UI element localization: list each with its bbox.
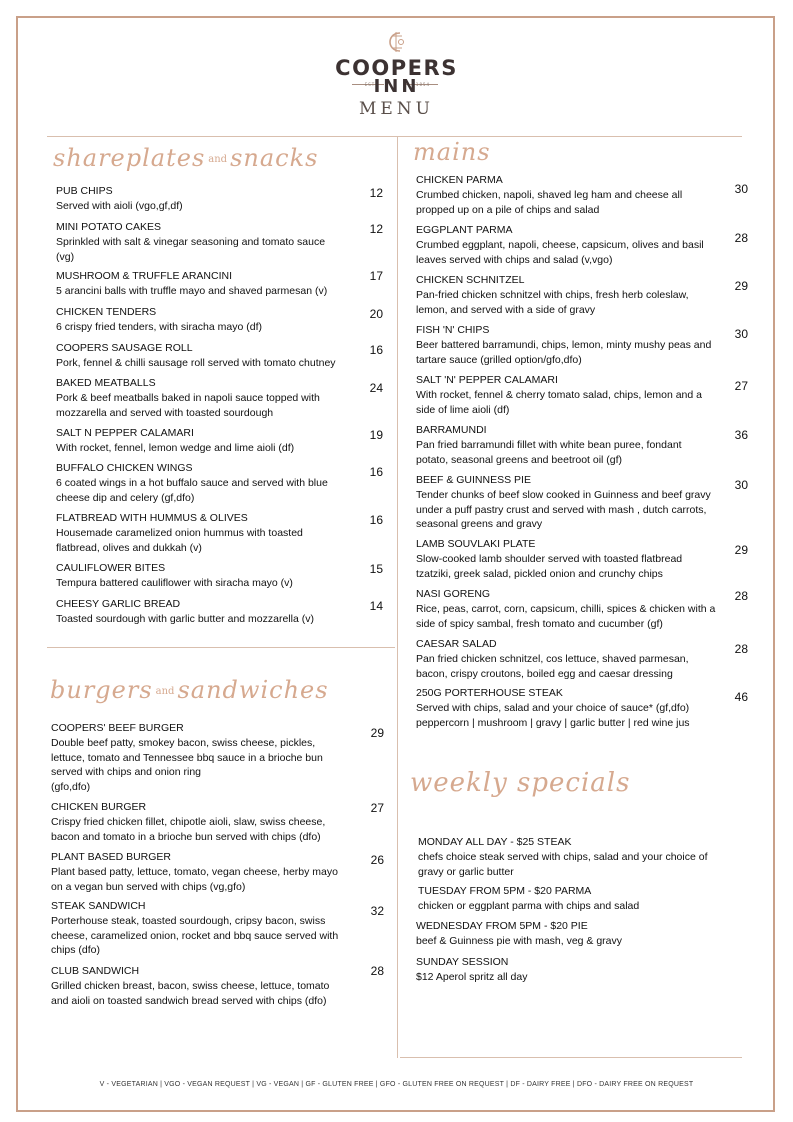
special-title: SUNDAY SESSION <box>416 956 509 968</box>
menu-item-description: 6 coated wings in a hot buffalo sauce and served with blue cheese dip and celery (gf,dfo) <box>56 477 328 504</box>
menu-item-price: 26 <box>370 853 384 867</box>
logo-monogram-icon <box>386 30 406 54</box>
menu-item-price: 16 <box>369 513 383 527</box>
heading-part: shareplates <box>53 144 206 172</box>
menu-item-description: Toasted sourdough with garlic butter and mozzarella (v) <box>56 613 314 625</box>
menu-item <box>416 373 716 417</box>
menu-item-description: Pan fried barramundi fillet with white bean puree, fondant potato, seasonal greens and beetroot oil (gf) <box>416 439 682 466</box>
heading-part: sandwiches <box>177 676 329 704</box>
menu-item-description: Pork & beef meatballs baked in napoli sauce topped with mozzarella and served with toasted sourdough <box>56 392 320 419</box>
menu-item-name: BUFFALO CHICKEN WINGS <box>56 462 193 474</box>
menu-item-price: 27 <box>734 379 748 393</box>
menu-item <box>416 537 716 581</box>
special-item <box>416 955 721 985</box>
menu-item <box>416 273 716 317</box>
menu-item-name: SALT N PEPPER CALAMARI <box>56 427 194 439</box>
menu-item-price: 12 <box>369 186 383 200</box>
menu-item-description: 5 arancini balls with truffle mayo and shaved parmesan (v) <box>56 285 328 297</box>
menu-item-name: SALT 'N' PEPPER CALAMARI <box>416 374 558 386</box>
column-divider <box>397 136 398 1058</box>
menu-item <box>56 341 346 371</box>
page-title: MENU <box>358 99 435 119</box>
menu-item-price: 36 <box>734 428 748 442</box>
menu-item <box>56 184 346 214</box>
menu-item-description: With rocket, fennel & cherry tomato salad, chips, lemon and a side of lime aioli (df) <box>416 389 702 416</box>
menu-item <box>56 511 346 555</box>
menu-item-name: BARRAMUNDI <box>416 424 487 436</box>
menu-item-price: 20 <box>369 307 383 321</box>
menu-item <box>56 597 346 627</box>
dietary-legend: V - VEGETARIAN | VGO - VEGAN REQUEST | VG - VEGAN | GF - GLUTEN FREE | GFO - GLUTEN FREE ON REQUEST | DF - DAIRY FREE | DFO - DAIRY FREE ON REQUEST <box>99 1081 694 1088</box>
menu-item-price: 27 <box>370 801 384 815</box>
menu-item-name: LAMB SOUVLAKI PLATE <box>416 538 536 550</box>
menu-item <box>51 850 341 894</box>
burgers-heading <box>50 676 329 704</box>
menu-item-description: Pan fried chicken schnitzel, cos lettuce, shaved parmesan, bacon, crispy croutons, boiled egg and caesar dressing <box>416 653 689 680</box>
menu-item-name: CAESAR SALAD <box>416 638 497 650</box>
menu-item-price: 15 <box>369 562 383 576</box>
special-description: chefs choice steak served with chips, salad and your choice of gravy or garlic butter <box>418 851 708 878</box>
menu-item-price: 28 <box>734 589 748 603</box>
menu-item <box>56 269 346 299</box>
brand-name: COOPERS <box>335 56 458 80</box>
menu-item-name: CHICKEN BURGER <box>51 801 147 813</box>
menu-item-price: 19 <box>369 428 383 442</box>
menu-item-description: Porterhouse steak, toasted sourdough, cripsy bacon, swiss cheese, caramelized onion, rocket and bbq sauce served with chips (dfo) <box>51 915 339 956</box>
menu-item <box>416 686 716 730</box>
menu-item-description: Pan-fried chicken schnitzel with chips, fresh herb coleslaw, lemon, and served with a side of gravy <box>416 289 689 316</box>
menu-item-price: 28 <box>370 964 384 978</box>
menu-item-description: Rice, peas, carrot, corn, capsicum, chilli, spices & chicken with a side of spicy sambal, fresh tomato and cucumber (gf) <box>416 603 716 630</box>
menu-item <box>416 223 716 267</box>
heading-part: burgers <box>50 676 153 704</box>
menu-item <box>51 899 341 958</box>
menu-item-dietary: (gfo,dfo) <box>51 780 91 793</box>
menu-item-name: MUSHROOM & TRUFFLE ARANCINI <box>56 270 232 282</box>
menu-item-price: 29 <box>734 543 748 557</box>
menu-item-name: BEEF & GUINNESS PIE <box>416 474 531 486</box>
menu-item <box>56 305 346 335</box>
menu-item-price: 28 <box>734 642 748 656</box>
menu-item <box>56 561 346 591</box>
menu-item-description: Crumbed chicken, napoli, shaved leg ham and cheese all propped up on a pile of chips and salad <box>416 189 683 216</box>
menu-item <box>416 323 716 367</box>
menu-item <box>56 376 346 420</box>
section-divider <box>47 647 395 648</box>
menu-item-description: Plant based patty, lettuce, tomato, vegan cheese, herby mayo on a vegan bun served with chips (vg,gfo) <box>51 866 338 893</box>
menu-item-price: 29 <box>370 726 384 740</box>
menu-item-name: CHICKEN PARMA <box>416 174 503 186</box>
menu-item-name: COOPERS' BEEF BURGER <box>51 722 184 734</box>
menu-item <box>51 800 341 844</box>
menu-item <box>56 220 346 264</box>
special-description: chicken or eggplant parma with chips and salad <box>418 900 640 912</box>
menu-item <box>416 423 716 467</box>
menu-item-description: Pork, fennel & chilli sausage roll served with tomato chutney <box>56 357 336 369</box>
menu-item-price: 24 <box>369 381 383 395</box>
menu-item-price: 16 <box>369 465 383 479</box>
menu-item-name: BAKED MEATBALLS <box>56 377 156 389</box>
special-title: WEDNESDAY FROM 5PM - $20 PIE <box>416 920 588 932</box>
menu-item-price: 30 <box>734 478 748 492</box>
menu-item-name: FISH 'N' CHIPS <box>416 324 490 336</box>
menu-item-description: Slow-cooked lamb shoulder served with toasted flatbread tzatziki, greek salad, pickled onion and crunchy chips <box>416 553 683 580</box>
menu-item-price: 46 <box>734 690 748 704</box>
menu-item-description: Tempura battered cauliflower with siracha mayo (v) <box>56 577 293 589</box>
menu-item-description: 6 crispy fried tenders, with siracha mayo (df) <box>56 321 262 333</box>
menu-item-description: Double beef patty, smokey bacon, swiss cheese, pickles, lettuce, tomato and Tennessee bbq sauce in a brioche bun served with chips and onion ring <box>51 737 323 778</box>
menu-item-name: FLATBREAD WITH HUMMUS & OLIVES <box>56 512 248 524</box>
brand-sub: INN <box>373 76 420 97</box>
menu-item-description: With rocket, fennel, lemon wedge and lime aioli (df) <box>56 442 295 454</box>
mains-heading: mains <box>413 138 491 166</box>
menu-item-description: Beer battered barramundi, chips, lemon, minty mushy peas and tartare sauce (grilled option/gfo,dfo) <box>416 339 712 366</box>
est-year: 1854 <box>415 82 431 87</box>
menu-item-name: PUB CHIPS <box>56 185 113 197</box>
heading-amp: and <box>208 154 228 165</box>
special-item <box>416 919 721 949</box>
menu-item-price: 30 <box>734 182 748 196</box>
menu-item-name: EGGPLANT PARMA <box>416 224 513 236</box>
menu-item-name: CHICKEN SCHNITZEL <box>416 274 525 286</box>
menu-item-description: Tender chunks of beef slow cooked in Guinness and beef gravy under a puff pastry crust and served with mash , dutch carrots, seasonal greens and gravy <box>416 489 711 530</box>
menu-item <box>416 587 716 631</box>
menu-item-description: Crispy fried chicken fillet, chipotle aioli, slaw, swiss cheese, bacon and tomato in a brioche bun served with chips (dfo) <box>51 816 326 843</box>
menu-item-name: CLUB SANDWICH <box>51 965 140 977</box>
menu-item-price: 16 <box>369 343 383 357</box>
menu-item-name: 250G PORTERHOUSE STEAK <box>416 687 563 699</box>
menu-item-name: NASI GORENG <box>416 588 491 600</box>
menu-item-name: CAULIFLOWER BITES <box>56 562 166 574</box>
menu-item-name: MINI POTATO CAKES <box>56 221 162 233</box>
menu-item-description: Grilled chicken breast, bacon, swiss cheese, lettuce, tomato and aioli on toasted sandwich bread served with chips (dfo) <box>51 980 330 1007</box>
special-item <box>418 835 723 879</box>
heading-part: snacks <box>230 144 319 172</box>
menu-item <box>56 426 346 456</box>
special-description: $12 Aperol spritz all day <box>416 971 528 983</box>
est-label: EST <box>364 82 376 87</box>
menu-item-name: STEAK SANDWICH <box>51 900 146 912</box>
menu-item <box>416 637 716 681</box>
special-description: beef & Guinness pie with mash, veg & gravy <box>416 935 623 947</box>
header-divider <box>47 136 742 137</box>
menu-item-price: 32 <box>370 904 384 918</box>
menu-item-description: Sprinkled with salt & vinegar seasoning and tomato sauce (vg) <box>56 236 326 263</box>
specials-heading: weekly specials <box>410 768 631 798</box>
special-item <box>418 884 723 914</box>
menu-item-name: CHICKEN TENDERS <box>56 306 157 318</box>
menu-item-name: CHEESY GARLIC BREAD <box>56 598 181 610</box>
heading-amp: and <box>155 686 175 697</box>
brand-subline <box>0 76 793 96</box>
section-divider <box>400 1057 742 1058</box>
menu-item <box>51 721 341 794</box>
special-title: TUESDAY FROM 5PM - $20 PARMA <box>418 885 592 897</box>
menu-item-price: 28 <box>734 231 748 245</box>
menu-item <box>416 473 716 532</box>
menu-item-price: 17 <box>369 269 383 283</box>
menu-item <box>416 173 716 217</box>
menu-item <box>56 461 346 505</box>
menu-item-name: PLANT BASED BURGER <box>51 851 172 863</box>
menu-item-description: Housemade caramelized onion hummus with toasted flatbread, olives and dukkah (v) <box>56 527 303 554</box>
menu-item-price: 12 <box>369 222 383 236</box>
menu-item-price: 14 <box>369 599 383 613</box>
menu-item-description: Crumbed eggplant, napoli, cheese, capsicum, olives and basil leaves served with chips and salad (v,vgo) <box>416 239 704 266</box>
shareplates-heading <box>53 144 318 172</box>
menu-item-price: 29 <box>734 279 748 293</box>
menu-item-description: Served with chips, salad and your choice of sauce* (gf,dfo) peppercorn | mushroom | gravy | garlic butter | red wine jus <box>416 702 690 729</box>
menu-item-price: 30 <box>734 327 748 341</box>
special-title: MONDAY ALL DAY - $25 STEAK <box>418 836 572 848</box>
menu-item-description: Served with aioli (vgo,gf,df) <box>56 200 183 212</box>
menu-item <box>51 964 341 1008</box>
menu-item-name: COOPERS SAUSAGE ROLL <box>56 342 193 354</box>
